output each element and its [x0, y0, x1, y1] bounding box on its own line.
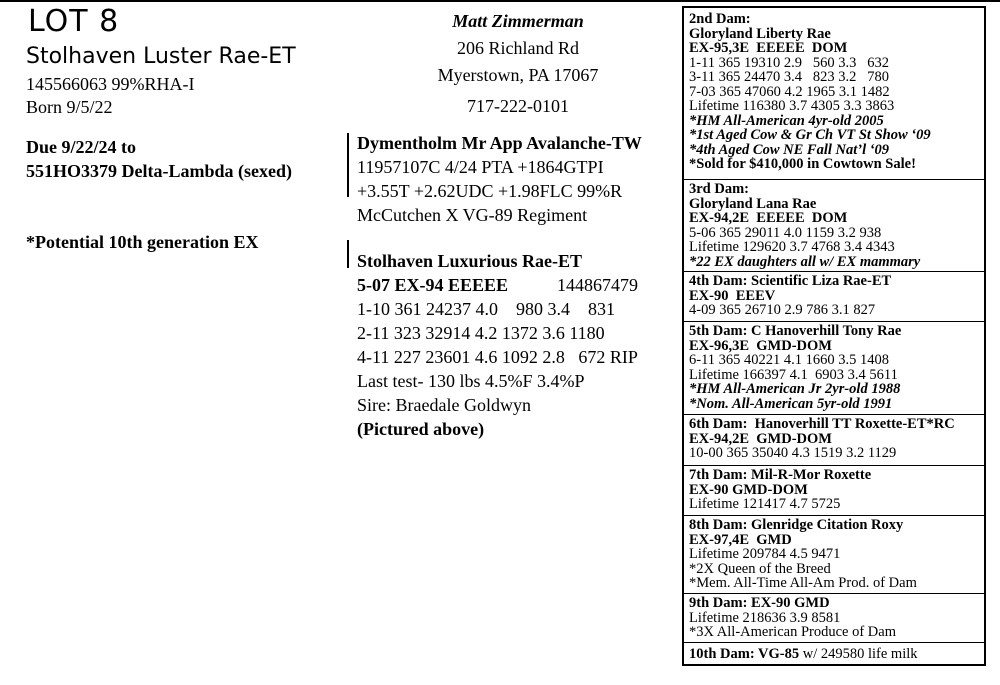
- dam6-heading: 6th Dam: Hanoverhill TT Roxette-ET*RC: [689, 416, 955, 432]
- dam9-heading: 9th Dam: EX-90 GMD: [689, 595, 830, 611]
- dam2-honor: *4th Aged Cow NE Fall Nat’l ‘09: [689, 141, 890, 158]
- dam-bracket: [347, 240, 349, 268]
- pedigree-4th-dam: [684, 271, 984, 318]
- birth-date: Born 9/5/22: [26, 97, 113, 117]
- dam6-class: EX-94,2E GMD-DOM: [689, 430, 832, 447]
- dam7-lifetime: Lifetime 121417 4.7 5725: [689, 496, 841, 512]
- dam-reg-number: 144867479: [557, 275, 639, 295]
- dam2-record: 3-11 365 24470 3.4 823 3.2 780: [689, 69, 890, 85]
- pedigree-box: [682, 6, 986, 666]
- dam2-lifetime: Lifetime 116380 3.7 4305 3.3 3863: [689, 98, 895, 114]
- pedigree-8th-dam: [684, 515, 984, 591]
- dam3-lifetime: Lifetime 129620 3.7 4768 3.4 4343: [689, 239, 895, 255]
- service-sire: 551HO3379 Delta-Lambda (sexed): [26, 161, 292, 181]
- dam8-class: EX-97,4E GMD: [689, 531, 792, 548]
- consignor-address-1: 206 Richland Rd: [457, 38, 579, 58]
- lot-title: LOT 8: [28, 4, 120, 39]
- dam-last-test: Last test- 130 lbs 4.5%F 3.4%P: [357, 371, 585, 391]
- sire-name: Dymentholm Mr App Avalanche-TW: [357, 133, 642, 153]
- sire-bracket: [347, 133, 349, 197]
- dam-classification-row: [357, 273, 638, 297]
- dam5-class: EX-96,3E GMD-DOM: [689, 337, 832, 354]
- dam-block: [357, 249, 638, 441]
- consignor-block: [400, 8, 636, 120]
- dam2-honor: *1st Aged Cow & Gr Ch VT St Show ‘09: [689, 127, 931, 143]
- dam8-heading: 8th Dam: Glenridge Citation Roxy: [689, 517, 904, 533]
- pedigree-2nd-dam: [684, 12, 984, 172]
- dam3-heading: 3rd Dam:: [689, 181, 750, 197]
- dam5-heading: 5th Dam: C Hanoverhill Tony Rae: [689, 323, 902, 339]
- dam2-honor: *Sold for $410,000 in Cowtown Sale!: [689, 156, 916, 172]
- consignor-address-2: Myerstown, PA 17067: [437, 65, 599, 85]
- pedigree-3rd-dam: [684, 179, 984, 269]
- dam3-name: Gloryland Lana Rae: [689, 195, 817, 212]
- dam7-heading: 7th Dam: Mil-R-Mor Roxette: [689, 467, 872, 483]
- pedigree-5th-dam: [684, 321, 984, 411]
- dam2-honor: *HM All-American 4yr-old 2005: [689, 112, 884, 129]
- dam5-honor: *HM All-American Jr 2yr-old 1988: [689, 381, 901, 397]
- animal-name: Stolhaven Luster Rae-ET: [26, 44, 296, 69]
- dam10-note: w/ 249580 life milk: [799, 646, 918, 662]
- sire-proof: 11957107C 4/24 PTA +1864GTPI: [357, 157, 604, 177]
- sire-block: [357, 131, 642, 227]
- pedigree-10th-dam: [684, 642, 984, 662]
- dam-record: 4-11 227 23601 4.6 1092 2.8 672 RIP: [357, 347, 638, 367]
- sire-traits: +3.55T +2.62UDC +1.98FLC 99%R: [357, 181, 623, 201]
- dam-record: 1-10 361 24237 4.0 980 3.4 831: [357, 299, 615, 319]
- dam10-heading: 10th Dam: VG-85: [689, 646, 800, 662]
- pedigree-6th-dam: [684, 414, 984, 461]
- dam10-row: [689, 647, 984, 662]
- consignor-phone: 717-222-0101: [467, 96, 569, 116]
- dam5-honor: *Nom. All-American 5yr-old 1991: [689, 395, 893, 412]
- dam4-class: EX-90 EEEV: [689, 287, 776, 304]
- dam3-record: 5-06 365 29011 4.0 1159 3.2 938: [689, 224, 882, 241]
- dam2-record: 7-03 365 47060 4.2 1965 3.1 1482: [689, 83, 890, 100]
- top-rule: [0, 0, 1000, 2]
- dam3-honor: *22 EX daughters all w/ EX mammary: [689, 253, 921, 270]
- dam8-honor: *Mem. All-Time All-Am Prod. of Dam: [689, 575, 917, 591]
- dam2-record: 1-11 365 19310 2.9 560 3.3 632: [689, 54, 890, 71]
- dam3-class: EX-94,2E EEEEE DOM: [689, 210, 848, 226]
- dam6-record: 10-00 365 35040 4.3 1519 3.2 1129: [689, 445, 897, 461]
- dam5-record: 6-11 365 40221 4.1 1660 3.5 1408: [689, 352, 890, 368]
- dam4-heading: 4th Dam: Scientific Liza Rae-ET: [689, 273, 892, 289]
- dam9-honor: *3X All-American Produce of Dam: [689, 624, 896, 640]
- pedigree-7th-dam: [684, 465, 984, 512]
- sire-pedigree: McCutchen X VG-89 Regiment: [357, 205, 588, 225]
- dam-record: 2-11 323 32914 4.2 1372 3.6 1180: [357, 323, 605, 343]
- dam8-honor: *2X Queen of the Breed: [689, 560, 831, 577]
- dam8-lifetime: Lifetime 209784 4.5 9471: [689, 546, 841, 562]
- dam9-lifetime: Lifetime 218636 3.9 8581: [689, 609, 841, 626]
- registration-number: 145566063 99%RHA-I: [26, 74, 195, 94]
- dam2-heading: 2nd Dam:: [689, 11, 751, 27]
- dam-classification: 5-07 EX-94 EEEEE: [357, 275, 509, 295]
- dam-pictured-note: (Pictured above): [357, 419, 485, 439]
- dam2-class: EX-95,3E EEEEE DOM: [689, 40, 848, 56]
- dam-name: Stolhaven Luxurious Rae-ET: [357, 251, 583, 271]
- consignor-name: Matt Zimmerman: [452, 11, 584, 31]
- pedigree-9th-dam: [684, 593, 984, 640]
- dam2-name: Gloryland Liberty Rae: [689, 25, 831, 42]
- dam7-class: EX-90 GMD-DOM: [689, 481, 808, 498]
- due-date: Due 9/22/24 to: [26, 137, 136, 157]
- potential-note: *Potential 10th generation EX: [26, 232, 259, 252]
- dam-sire: Sire: Braedale Goldwyn: [357, 395, 531, 415]
- dam4-record: 4-09 365 26710 2.9 786 3.1 827: [689, 302, 876, 318]
- dam5-lifetime: Lifetime 166397 4.1 6903 3.4 5611: [689, 366, 898, 383]
